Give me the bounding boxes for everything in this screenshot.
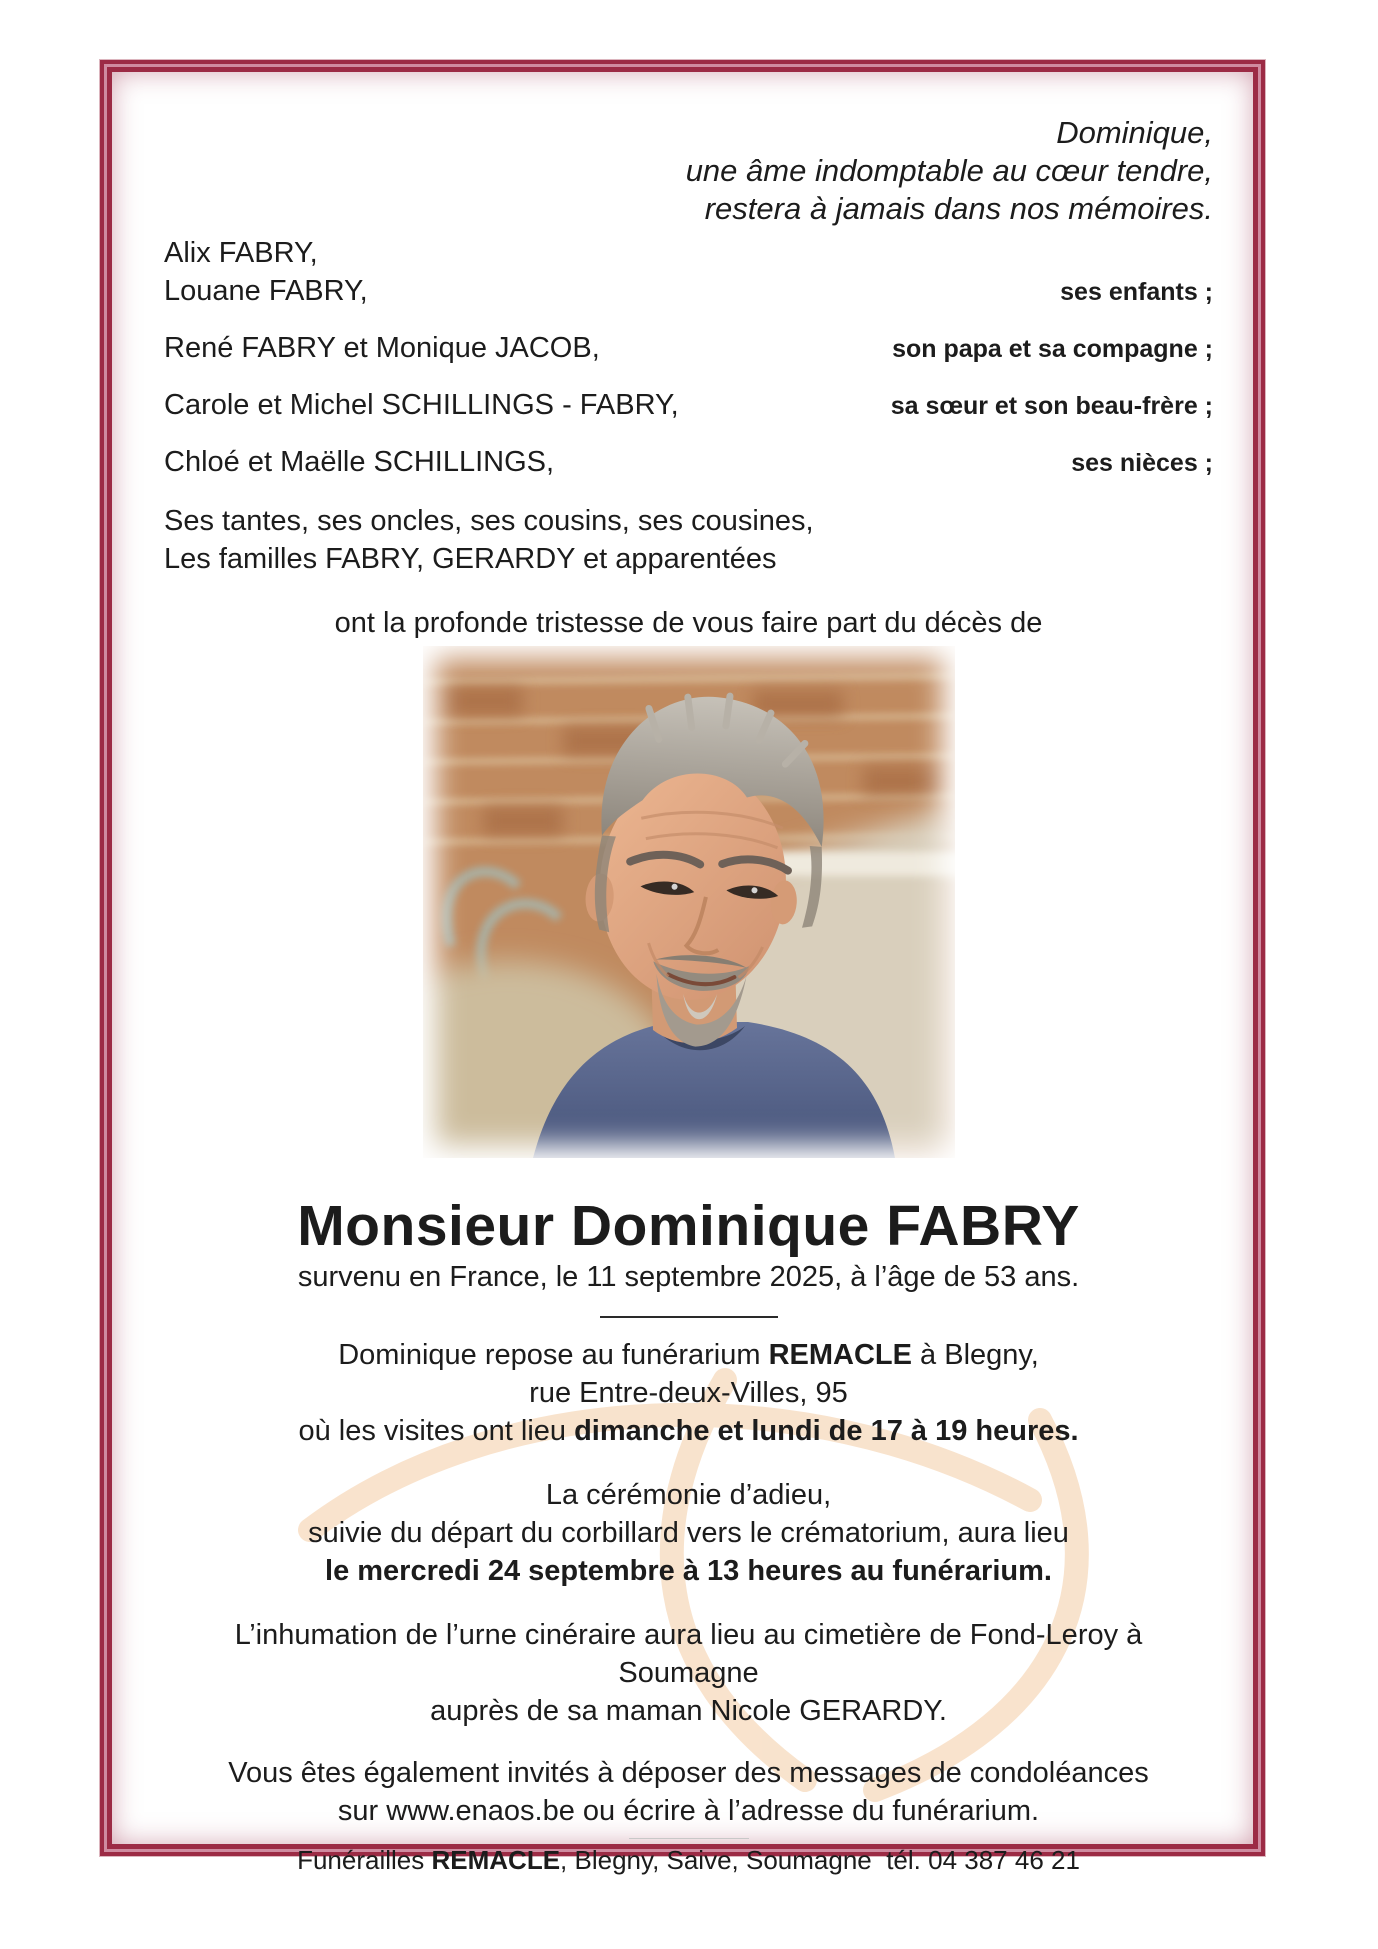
quote-line-2: une âme indomptable au cœur tendre, bbox=[685, 153, 1213, 188]
family-relation: ses nièces ; bbox=[1071, 449, 1213, 477]
ceremony-line-1: La cérémonie d’adieu, bbox=[545, 1479, 832, 1511]
quote-line-1: Dominique, bbox=[1056, 115, 1213, 150]
portrait-illustration bbox=[423, 646, 955, 1158]
family-names: Les familles FABRY, GERARDY et apparentées bbox=[164, 543, 777, 575]
footer-home-name: REMACLE bbox=[431, 1845, 561, 1875]
quote-line-3: restera à jamais dans nos mémoires. bbox=[704, 191, 1213, 226]
family-relation: son papa et sa compagne ; bbox=[892, 335, 1213, 363]
visitation-block bbox=[164, 1336, 1213, 1450]
visitation-hours-prefix: où les visites ont lieu bbox=[298, 1415, 575, 1447]
family-relation: sa sœur et son beau-frère ; bbox=[890, 392, 1213, 420]
ceremony-line-2: suivie du départ du corbillard vers le crématorium, aura lieu bbox=[308, 1517, 1069, 1549]
footer-divider bbox=[629, 1838, 749, 1839]
family-row bbox=[164, 502, 1213, 540]
funeral-home-footer bbox=[164, 1843, 1213, 1877]
family-row bbox=[164, 540, 1213, 578]
family-names: René FABRY et Monique JACOB, bbox=[164, 332, 600, 364]
family-row bbox=[164, 443, 1213, 482]
family-list bbox=[164, 234, 1213, 578]
dedication-quote bbox=[164, 114, 1213, 228]
family-names: Carole et Michel SCHILLINGS - FABRY, bbox=[164, 389, 679, 421]
condolences-block bbox=[164, 1754, 1213, 1830]
burial-block bbox=[164, 1616, 1213, 1730]
deceased-name-title: Monsieur Dominique FABRY bbox=[297, 1194, 1080, 1258]
portrait-photo bbox=[423, 646, 955, 1158]
family-names: Chloé et Maëlle SCHILLINGS, bbox=[164, 446, 555, 478]
death-info-line: survenu en France, le 11 septembre 2025, à l’âge de 53 ans. bbox=[297, 1261, 1080, 1293]
card-content bbox=[112, 72, 1253, 1875]
announcement-line: ont la profonde tristesse de vous faire part du décès de bbox=[334, 607, 1043, 639]
family-row bbox=[164, 234, 1213, 272]
footer-suffix: , Blegny, Saive, Soumagne tél. 04 387 46 21 bbox=[560, 1845, 1080, 1875]
condolences-line-2: sur www.enaos.be ou écrire à l’adresse du funérarium. bbox=[337, 1795, 1040, 1827]
visitation-line-1 bbox=[164, 1336, 1213, 1374]
ceremony-date-bold: le mercredi 24 septembre à 13 heures au funérarium. bbox=[325, 1555, 1052, 1587]
family-names: Alix FABRY, bbox=[164, 237, 318, 269]
family-names: Ses tantes, ses oncles, ses cousins, ses cousines, bbox=[164, 505, 814, 537]
family-names: Louane FABRY, bbox=[164, 275, 368, 307]
visitation-line-1-text: Dominique repose au funérarium bbox=[338, 1339, 769, 1371]
ceremony-block bbox=[164, 1476, 1213, 1590]
visitation-hours bbox=[164, 1412, 1213, 1450]
family-relation: ses enfants ; bbox=[1060, 278, 1213, 306]
burial-line-1: L’inhumation de l’urne cinéraire aura lieu au cimetière de Fond-Leroy à Soumagne bbox=[234, 1619, 1143, 1689]
visitation-address: rue Entre-deux-Villes, 95 bbox=[529, 1377, 848, 1409]
family-row bbox=[164, 386, 1213, 425]
visitation-line-1-suffix: à Blegny, bbox=[911, 1339, 1039, 1371]
family-row bbox=[164, 329, 1213, 368]
visitation-hours-bold: dimanche et lundi de 17 à 19 heures. bbox=[574, 1415, 1079, 1447]
burial-line-2: auprès de sa maman Nicole GERARDY. bbox=[430, 1695, 947, 1727]
footer-prefix: Funérailles bbox=[297, 1845, 432, 1875]
family-row bbox=[164, 272, 1213, 311]
condolences-line-1: Vous êtes également invités à déposer des messages de condoléances bbox=[228, 1757, 1149, 1789]
section-divider bbox=[600, 1316, 778, 1318]
funeral-home-name: REMACLE bbox=[768, 1339, 912, 1371]
